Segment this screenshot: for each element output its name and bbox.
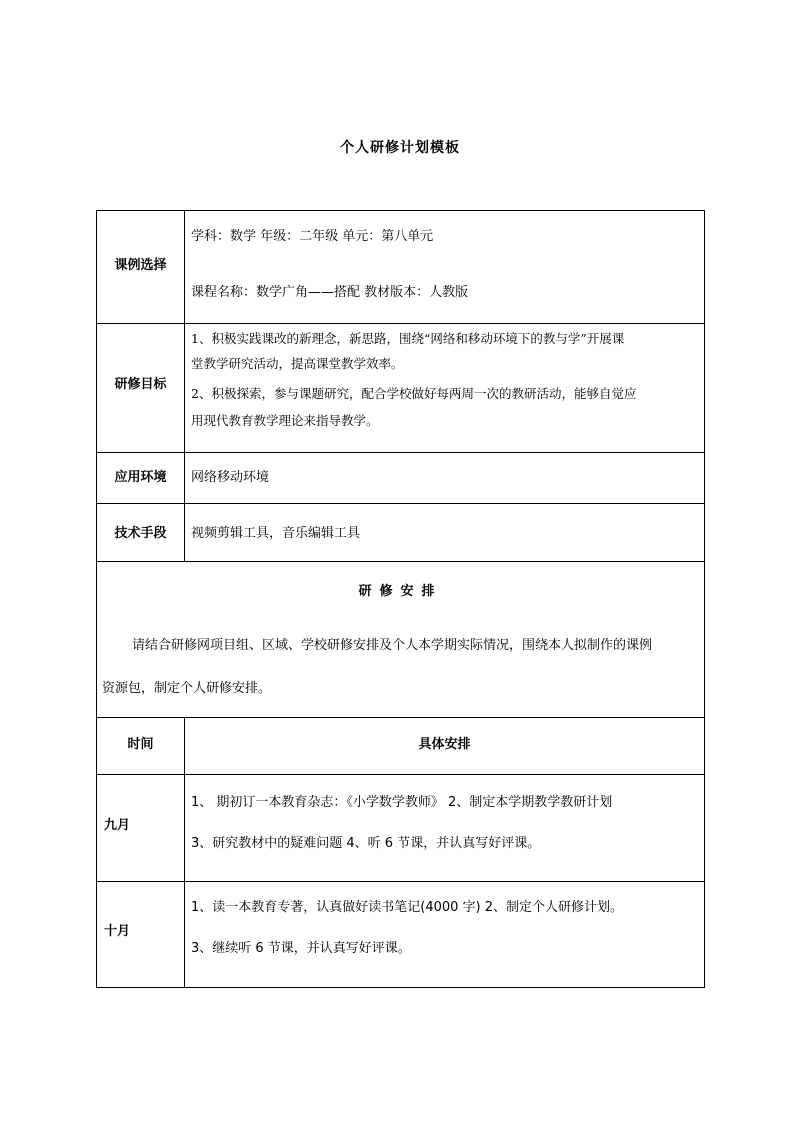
month-plan-line: 1、读一本教育专著，认真做好读书笔记(4000 字) 2、制定个人研修计划。 <box>191 900 624 915</box>
goal-line: 2、积极探索，参与课题研究，配合学校做好每两周一次的教研活动，能够自觉应 <box>191 386 637 401</box>
table-border <box>96 210 705 988</box>
column-header-time: 时间 <box>127 737 154 752</box>
month-label: 九月 <box>104 818 131 833</box>
row-divider <box>96 881 705 882</box>
month-plan-line: 3、继续听 6 节课，并认真写好评课。 <box>191 941 411 956</box>
row-divider <box>96 717 705 718</box>
goal-line: 堂教学研究活动，提高课堂教学效率。 <box>191 356 404 371</box>
section-title: 研修安排 <box>358 584 443 599</box>
month-label: 十月 <box>104 924 131 939</box>
row-label: 技术手段 <box>114 526 167 541</box>
row-label: 研修目标 <box>114 377 167 392</box>
goal-line: 1、积极实践课改的新理念，新思路，围绕“网络和移动环境下的教与学”开展课 <box>191 331 625 346</box>
row-divider <box>96 561 705 562</box>
arrangement-intro: 资源包，制定个人研修安排。 <box>102 681 272 696</box>
row-label: 应用环境 <box>114 470 167 485</box>
page-title: 个人研修计划模板 <box>340 140 460 156</box>
environment-value: 网络移动环境 <box>191 470 270 485</box>
row-label: 课例选择 <box>114 258 167 273</box>
arrangement-intro: 请结合研修网项目组、区域、学校研修安排及个人本学期实际情况，围绕本人拟制作的课例 <box>132 638 653 653</box>
column-divider <box>184 210 185 561</box>
goal-line: 用现代教育教学理论来指导教学。 <box>191 413 379 428</box>
column-divider <box>184 717 185 988</box>
technology-value: 视频剪辑工具，音乐编辑工具 <box>191 526 361 541</box>
row-divider <box>96 503 705 504</box>
row-divider <box>96 452 705 453</box>
month-plan-line: 3、研究教材中的疑难问题 4、听 6 节课，并认真写好评课。 <box>191 836 541 851</box>
course-name-line: 课程名称：数学广角——搭配 教材版本：人教版 <box>191 285 469 300</box>
column-header-detail: 具体安排 <box>418 737 471 752</box>
course-subject-line: 学科：数学 年级：二年级 单元：第八单元 <box>191 229 434 244</box>
row-divider <box>96 774 705 775</box>
month-plan-line: 1、 期初订一本教育杂志：《小学数学教师》 2、制定本学期教学教研计划 <box>191 795 613 810</box>
row-divider <box>96 323 705 324</box>
